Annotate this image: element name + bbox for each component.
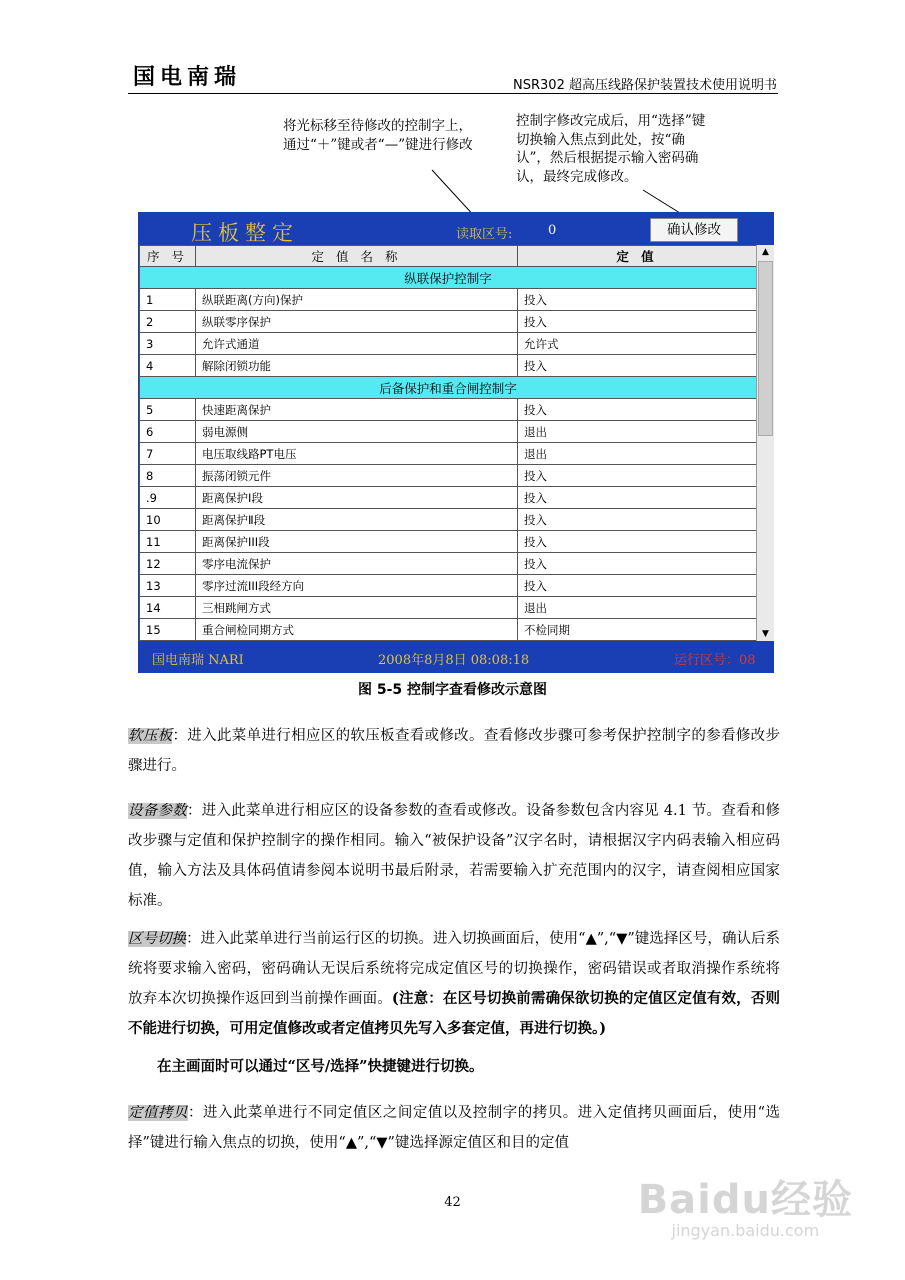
table-row[interactable] [140,443,757,465]
row-no: 11 [140,531,196,553]
row-value[interactable]: 投入 [518,289,757,311]
page-number: 42 [444,1195,461,1210]
table-row[interactable] [140,487,757,509]
row-value[interactable]: 允许式 [518,333,757,355]
scroll-down-arrow-icon[interactable]: ▼ [762,629,769,639]
watermark-logo: Baidu经验 [637,1177,853,1223]
row-no: 13 [140,575,196,597]
callout-confirm-edit: 控制字修改完成后，用“选择”键切换输入焦点到此处，按“确认”，然后根据提示输入密码确认，最终完成修改。 [516,113,706,185]
settings-table [139,245,756,641]
baidu-watermark [638,1168,853,1240]
footer-run-zone: 运行区号：08 [674,653,756,668]
vertical-scrollbar[interactable] [756,245,774,641]
table-row[interactable] [140,509,757,531]
table-header-row [140,246,757,267]
col-header-name: 定 值 名 称 [196,246,518,267]
row-value[interactable]: 退出 [518,443,757,465]
paragraph-text: ：进入此菜单进行不同定值区之间定值以及控制字的拷贝。进入定值拷贝画面后，使用“选择”键进行输入焦点的切换，使用“▲”,“▼”键选择源定值区和目的定值 [128,1105,780,1151]
paragraph-text: ：进入此菜单进行相应区的软压板查看或修改。查看修改步骤可参考保护控制字的参看修改步骤进行。 [128,728,781,774]
row-value[interactable]: 投入 [518,465,757,487]
row-name: 弱电源侧 [196,421,518,443]
table-row[interactable] [140,465,757,487]
table-row[interactable] [140,333,757,355]
footer-datetime: 2008年8月8日 08:08:18 [378,653,530,668]
row-value[interactable]: 投入 [518,553,757,575]
row-value[interactable]: 退出 [518,597,757,619]
row-name: 快速距离保护 [196,399,518,421]
row-name: 距离保护III段 [196,531,518,553]
settings-screen [138,212,774,673]
row-no: 7 [140,443,196,465]
row-no: .9 [140,487,196,509]
row-no: 3 [140,333,196,355]
row-value[interactable]: 投入 [518,311,757,333]
col-header-value: 定 值 [518,246,757,267]
row-name: 电压取线路PT电压 [196,443,518,465]
callout-cursor-edit: 将光标移至待修改的控制字上，通过“＋”键或者“—”键进行修改 [283,118,473,153]
table-row[interactable] [140,575,757,597]
row-name: 距离保护Ⅱ段 [196,509,518,531]
row-name: 距离保护Ⅰ段 [196,487,518,509]
table-row[interactable] [140,311,757,333]
table-row[interactable] [140,619,757,641]
read-zone-label: 读取区号: [456,227,513,242]
section-label: 后备保护和重合闸控制字 [140,377,757,399]
settings-grid [139,245,756,641]
row-name: 纵联零序保护 [196,311,518,333]
row-no: 1 [140,289,196,311]
figure-caption: 图 5-5 控制字查看修改示意图 [357,682,548,698]
table-row[interactable] [140,597,757,619]
paragraph-text: ：进入此菜单进行相应区的设备参数的查看或修改。设备参数包含内容见 4.1 节。查看和修改步骤与定值和保护控制字的操作相同。输入“被保护设备”汉字名时，请根据汉字内码表输入相应码值，输入方法及具体码值请参阅本说明书最后附录，若需要输入扩充范围内的汉字，请查阅相应国家标准。 [128,803,780,909]
row-name: 三相跳闸方式 [196,597,518,619]
row-no: 6 [140,421,196,443]
read-zone-value: 0 [548,223,557,238]
table-row[interactable] [140,399,757,421]
row-value[interactable]: 投入 [518,355,757,377]
row-name: 解除闭锁功能 [196,355,518,377]
row-no: 4 [140,355,196,377]
paragraph-text: ：进入此菜单进行当前运行区的切换。进入切换画面后，使用“▲”,“▼”键选择区号，确认后系统将要求输入密码，密码确认无误后系统将完成定值区号的切换操作，密码错误或者取消操作系统将放弃本次切换操作返回到当前操作画面。 [128,931,781,1007]
paragraph-note: (注意：在区号切换前需确保欲切换的定值区定值有效，否则不能进行切换，可用定值修改或者定值拷贝先写入多套定值，再进行切换。) [128,990,780,1037]
term-zone-switch: 区号切换 [128,931,187,947]
row-name: 允许式通道 [196,333,518,355]
table-row[interactable] [140,355,757,377]
row-name: 零序电流保护 [196,553,518,575]
section-row [140,267,757,289]
row-no: 12 [140,553,196,575]
paragraph-soft-plate [128,721,780,781]
paragraph-setting-copy [128,1098,780,1158]
footer-brand: 国电南瑞 NARI [152,653,244,668]
paragraph-device-params [128,796,780,916]
row-name: 振荡闭锁元件 [196,465,518,487]
company-logo: 国电南瑞 [133,65,242,90]
col-header-no: 序 号 [140,246,196,267]
table-row[interactable] [140,531,757,553]
row-no: 15 [140,619,196,641]
row-name: 重合闸检同期方式 [196,619,518,641]
row-no: 14 [140,597,196,619]
table-row[interactable] [140,289,757,311]
table-row[interactable] [140,553,757,575]
row-no: 5 [140,399,196,421]
row-value[interactable]: 投入 [518,487,757,509]
row-value[interactable]: 投入 [518,575,757,597]
row-value[interactable]: 不检同期 [518,619,757,641]
section-row [140,377,757,399]
term-device-params: 设备参数 [128,803,187,819]
term-setting-copy: 定值拷贝 [128,1105,188,1121]
table-row[interactable] [140,421,757,443]
row-value[interactable]: 退出 [518,421,757,443]
screen-title: 压板整定 [191,221,299,245]
confirm-modify-button[interactable]: 确认修改 [650,218,738,242]
row-value[interactable]: 投入 [518,531,757,553]
scrollbar-thumb[interactable] [758,261,773,436]
row-no: 2 [140,311,196,333]
term-soft-plate: 软压板 [128,728,173,744]
row-name: 纵联距离(方向)保护 [196,289,518,311]
row-value[interactable]: 投入 [518,509,757,531]
row-no: 8 [140,465,196,487]
watermark-url: jingyan.baidu.com [671,1221,820,1240]
paragraph-zone-switch [128,924,780,1044]
document-title: NSR302 超高压线路保护装置技术使用说明书 [513,78,777,93]
row-name: 零序过流III段经方向 [196,575,518,597]
row-no: 10 [140,509,196,531]
row-value[interactable]: 投入 [518,399,757,421]
section-label: 纵联保护控制字 [140,267,757,289]
paragraph-shortcut: 在主画面时可以通过“区号/选择”快捷键进行切换。 [157,1058,484,1075]
scroll-up-arrow-icon[interactable]: ▲ [762,247,769,257]
